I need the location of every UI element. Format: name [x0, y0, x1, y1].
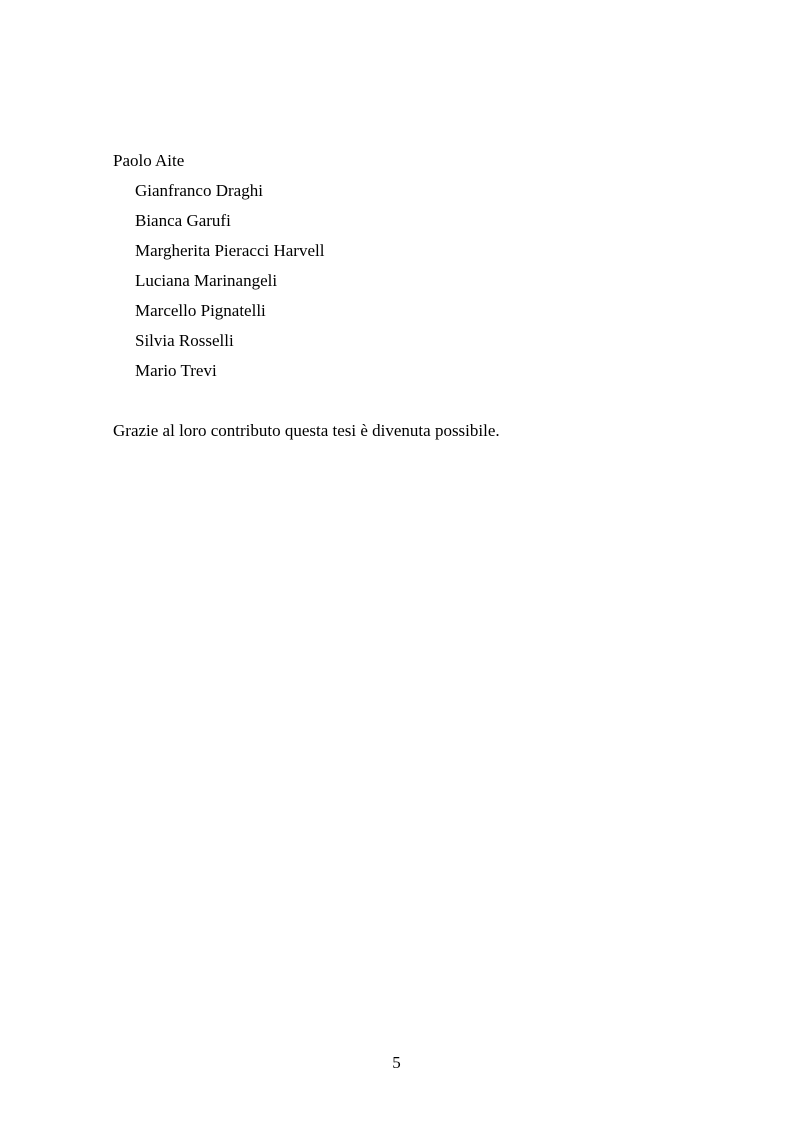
names-list	[113, 180, 713, 390]
list-item: Silvia Rosselli	[135, 331, 234, 350]
list-item: Luciana Marinangeli	[135, 271, 278, 290]
page-number: 5	[392, 1053, 401, 1072]
list-item: Marcello Pignatelli	[135, 301, 266, 320]
list-item: Mario Trevi	[135, 361, 217, 380]
paragraph-spacer	[113, 390, 713, 420]
list-item: Margherita Pieracci Harvell	[135, 241, 325, 260]
closing-sentence: Grazie al loro contributo questa tesi è divenuta possibile.	[113, 421, 500, 440]
list-item: Bianca Garufi	[135, 211, 231, 230]
list-item: Gianfranco Draghi	[135, 181, 263, 200]
primary-name: Paolo Aite	[113, 151, 185, 170]
acknowledgement-block	[113, 150, 713, 450]
